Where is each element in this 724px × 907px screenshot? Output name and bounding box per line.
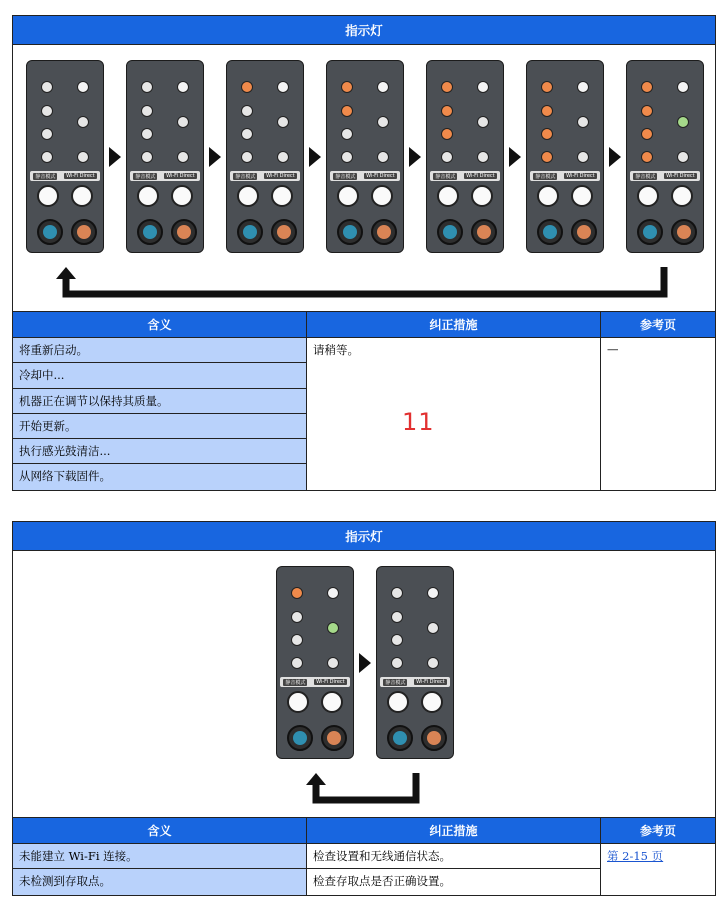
go-button bbox=[637, 219, 663, 245]
arrow-icon bbox=[109, 147, 121, 167]
stop-button bbox=[171, 219, 197, 245]
ready-led bbox=[577, 81, 589, 93]
wifi-direct-label: Wi-Fi Direct bbox=[666, 173, 695, 179]
quiet-mode-label: 静音模式 bbox=[285, 679, 306, 686]
sleep-led bbox=[327, 622, 339, 634]
meaning-cell: 将重新启动。 bbox=[13, 338, 306, 363]
wifi-direct-button bbox=[271, 185, 293, 207]
table-1-body bbox=[13, 338, 715, 490]
mode-label-strip bbox=[30, 171, 100, 181]
go-button bbox=[437, 219, 463, 245]
wifi-direct-button bbox=[71, 185, 93, 207]
error-led bbox=[41, 81, 53, 93]
sleep-led bbox=[477, 116, 489, 128]
wifi-direct-button bbox=[421, 691, 443, 713]
meaning-cell: 未能建立 Wi-Fi 连接。 bbox=[13, 844, 306, 869]
control-panel bbox=[376, 566, 454, 759]
mode-label-strip bbox=[230, 171, 300, 181]
toner-led bbox=[241, 105, 253, 117]
paper-led bbox=[291, 657, 303, 669]
quiet-mode-button bbox=[37, 185, 59, 207]
meaning-cell: 从网络下载固件。 bbox=[13, 464, 306, 489]
wifi-led bbox=[377, 151, 389, 163]
stop-button bbox=[371, 219, 397, 245]
col-action-header: 纠正措施 bbox=[307, 818, 601, 843]
paper-led bbox=[541, 151, 553, 163]
stop-button bbox=[571, 219, 597, 245]
col-reference-header: 参考页 bbox=[601, 818, 715, 843]
mode-label-strip bbox=[280, 677, 350, 687]
toner-led bbox=[391, 611, 403, 623]
go-button bbox=[237, 219, 263, 245]
ready-led bbox=[177, 81, 189, 93]
reference-link[interactable]: 第 2-15 页 bbox=[607, 849, 664, 863]
arrow-icon bbox=[609, 147, 621, 167]
quiet-mode-button bbox=[387, 691, 409, 713]
mode-label-strip bbox=[530, 171, 600, 181]
toner-led bbox=[541, 105, 553, 117]
drum-led bbox=[141, 128, 153, 140]
toner-led bbox=[341, 105, 353, 117]
wifi-led bbox=[177, 151, 189, 163]
control-panel bbox=[326, 60, 404, 253]
wifi-direct-button bbox=[571, 185, 593, 207]
quiet-mode-label: 静音模式 bbox=[385, 679, 406, 686]
reference-column bbox=[601, 844, 715, 895]
wifi-direct-label: Wi-Fi Direct bbox=[66, 173, 95, 179]
col-action-header: 纠正措施 bbox=[307, 312, 601, 337]
go-button bbox=[287, 725, 313, 751]
paper-led bbox=[641, 151, 653, 163]
col-meaning-header: 含义 bbox=[13, 818, 307, 843]
toner-led bbox=[41, 105, 53, 117]
table-2-header: 指示灯 bbox=[13, 522, 715, 551]
stop-button bbox=[271, 219, 297, 245]
quiet-mode-button bbox=[437, 185, 459, 207]
sleep-led bbox=[577, 116, 589, 128]
stop-button bbox=[471, 219, 497, 245]
wifi-direct-button bbox=[321, 691, 343, 713]
indicator-table-2 bbox=[12, 521, 716, 896]
ready-led bbox=[277, 81, 289, 93]
go-button bbox=[37, 219, 63, 245]
sleep-led bbox=[427, 622, 439, 634]
wifi-direct-label: Wi-Fi Direct bbox=[316, 679, 345, 685]
indicator-table-1 bbox=[12, 15, 716, 491]
wifi-led bbox=[477, 151, 489, 163]
quiet-mode-button bbox=[637, 185, 659, 207]
quiet-mode-label: 静音模式 bbox=[435, 173, 456, 180]
error-led bbox=[641, 81, 653, 93]
control-panel bbox=[226, 60, 304, 253]
quiet-mode-label: 静音模式 bbox=[535, 173, 556, 180]
error-led bbox=[341, 81, 353, 93]
toner-led bbox=[291, 611, 303, 623]
mode-label-strip bbox=[630, 171, 700, 181]
wifi-direct-label: Wi-Fi Direct bbox=[266, 173, 295, 179]
table-1-header: 指示灯 bbox=[13, 16, 715, 45]
meaning-cell: 冷却中... bbox=[13, 363, 306, 388]
meaning-cell: 机器正在调节以保持其质量。 bbox=[13, 389, 306, 414]
drum-led bbox=[641, 128, 653, 140]
sleep-led bbox=[677, 116, 689, 128]
drum-led bbox=[541, 128, 553, 140]
quiet-mode-button bbox=[287, 691, 309, 713]
sleep-led bbox=[377, 116, 389, 128]
go-button bbox=[537, 219, 563, 245]
meaning-cell: 未检测到存取点。 bbox=[13, 869, 306, 894]
meaning-cell: 开始更新。 bbox=[13, 414, 306, 439]
ready-led bbox=[677, 81, 689, 93]
stop-button bbox=[321, 725, 347, 751]
drum-led bbox=[241, 128, 253, 140]
mode-label-strip bbox=[380, 677, 450, 687]
error-led bbox=[441, 81, 453, 93]
quiet-mode-label: 静音模式 bbox=[635, 173, 656, 180]
wifi-direct-label: Wi-Fi Direct bbox=[166, 173, 195, 179]
paper-led bbox=[141, 151, 153, 163]
action-cell: 检查设置和无线通信状态。 bbox=[307, 844, 600, 869]
ready-led bbox=[77, 81, 89, 93]
wifi-direct-label: Wi-Fi Direct bbox=[566, 173, 595, 179]
stop-button bbox=[671, 219, 697, 245]
control-panel bbox=[626, 60, 704, 253]
table-1-figure bbox=[13, 45, 715, 312]
drum-led bbox=[291, 634, 303, 646]
paper-led bbox=[341, 151, 353, 163]
paper-led bbox=[41, 151, 53, 163]
go-button bbox=[337, 219, 363, 245]
wifi-direct-label: Wi-Fi Direct bbox=[416, 679, 445, 685]
stop-button bbox=[421, 725, 447, 751]
mode-label-strip bbox=[430, 171, 500, 181]
ready-led bbox=[327, 587, 339, 599]
sleep-led bbox=[77, 116, 89, 128]
drum-led bbox=[391, 634, 403, 646]
sleep-led bbox=[277, 116, 289, 128]
drum-led bbox=[341, 128, 353, 140]
mode-label-strip bbox=[130, 171, 200, 181]
control-panel bbox=[276, 566, 354, 759]
mode-label-strip bbox=[330, 171, 400, 181]
wifi-direct-label: Wi-Fi Direct bbox=[366, 173, 395, 179]
arrow-icon bbox=[409, 147, 421, 167]
arrow-icon bbox=[209, 147, 221, 167]
quiet-mode-label: 静音模式 bbox=[35, 173, 56, 180]
wifi-direct-button bbox=[471, 185, 493, 207]
arrow-icon bbox=[509, 147, 521, 167]
reference-column bbox=[601, 338, 715, 490]
wifi-direct-button bbox=[171, 185, 193, 207]
ready-led bbox=[377, 81, 389, 93]
meaning-column bbox=[13, 844, 307, 895]
quiet-mode-label: 静音模式 bbox=[335, 173, 356, 180]
ready-led bbox=[477, 81, 489, 93]
wifi-direct-button bbox=[371, 185, 393, 207]
paper-led bbox=[441, 151, 453, 163]
wifi-direct-label: Wi-Fi Direct bbox=[466, 173, 495, 179]
page-number: 11 bbox=[402, 408, 435, 436]
wifi-led bbox=[77, 151, 89, 163]
quiet-mode-button bbox=[137, 185, 159, 207]
wifi-led bbox=[277, 151, 289, 163]
action-text: 请稍等。 bbox=[313, 343, 359, 357]
toner-led bbox=[141, 105, 153, 117]
toner-led bbox=[441, 105, 453, 117]
action-cell: 检查存取点是否正确设置。 bbox=[313, 874, 451, 889]
drum-led bbox=[441, 128, 453, 140]
col-reference-header: 参考页 bbox=[601, 312, 715, 337]
drum-led bbox=[41, 128, 53, 140]
meaning-cell: 执行感光鼓清洁... bbox=[13, 439, 306, 464]
table-2-column-headers bbox=[13, 818, 715, 844]
paper-led bbox=[391, 657, 403, 669]
ready-led bbox=[427, 587, 439, 599]
col-meaning-header: 含义 bbox=[13, 312, 307, 337]
error-led bbox=[141, 81, 153, 93]
wifi-led bbox=[677, 151, 689, 163]
toner-led bbox=[641, 105, 653, 117]
meaning-column bbox=[13, 338, 307, 490]
loop-arrow-icon bbox=[13, 551, 717, 818]
table-2-body bbox=[13, 844, 715, 895]
quiet-mode-label: 静音模式 bbox=[135, 173, 156, 180]
table-1-column-headers bbox=[13, 312, 715, 338]
reference-text: — bbox=[607, 342, 619, 356]
sleep-led bbox=[177, 116, 189, 128]
wifi-led bbox=[327, 657, 339, 669]
wifi-led bbox=[577, 151, 589, 163]
quiet-mode-button bbox=[337, 185, 359, 207]
control-panel bbox=[126, 60, 204, 253]
action-column bbox=[307, 844, 601, 895]
go-button bbox=[387, 725, 413, 751]
quiet-mode-button bbox=[537, 185, 559, 207]
control-panel bbox=[26, 60, 104, 253]
table-2-figure bbox=[13, 551, 715, 818]
wifi-led bbox=[427, 657, 439, 669]
quiet-mode-button bbox=[237, 185, 259, 207]
paper-led bbox=[241, 151, 253, 163]
control-panel bbox=[426, 60, 504, 253]
control-panel bbox=[526, 60, 604, 253]
stop-button bbox=[71, 219, 97, 245]
arrow-icon bbox=[309, 147, 321, 167]
error-led bbox=[241, 81, 253, 93]
action-column bbox=[307, 338, 601, 490]
quiet-mode-label: 静音模式 bbox=[235, 173, 256, 180]
error-led bbox=[391, 587, 403, 599]
arrow-icon bbox=[359, 653, 371, 673]
error-led bbox=[291, 587, 303, 599]
wifi-direct-button bbox=[671, 185, 693, 207]
go-button bbox=[137, 219, 163, 245]
error-led bbox=[541, 81, 553, 93]
